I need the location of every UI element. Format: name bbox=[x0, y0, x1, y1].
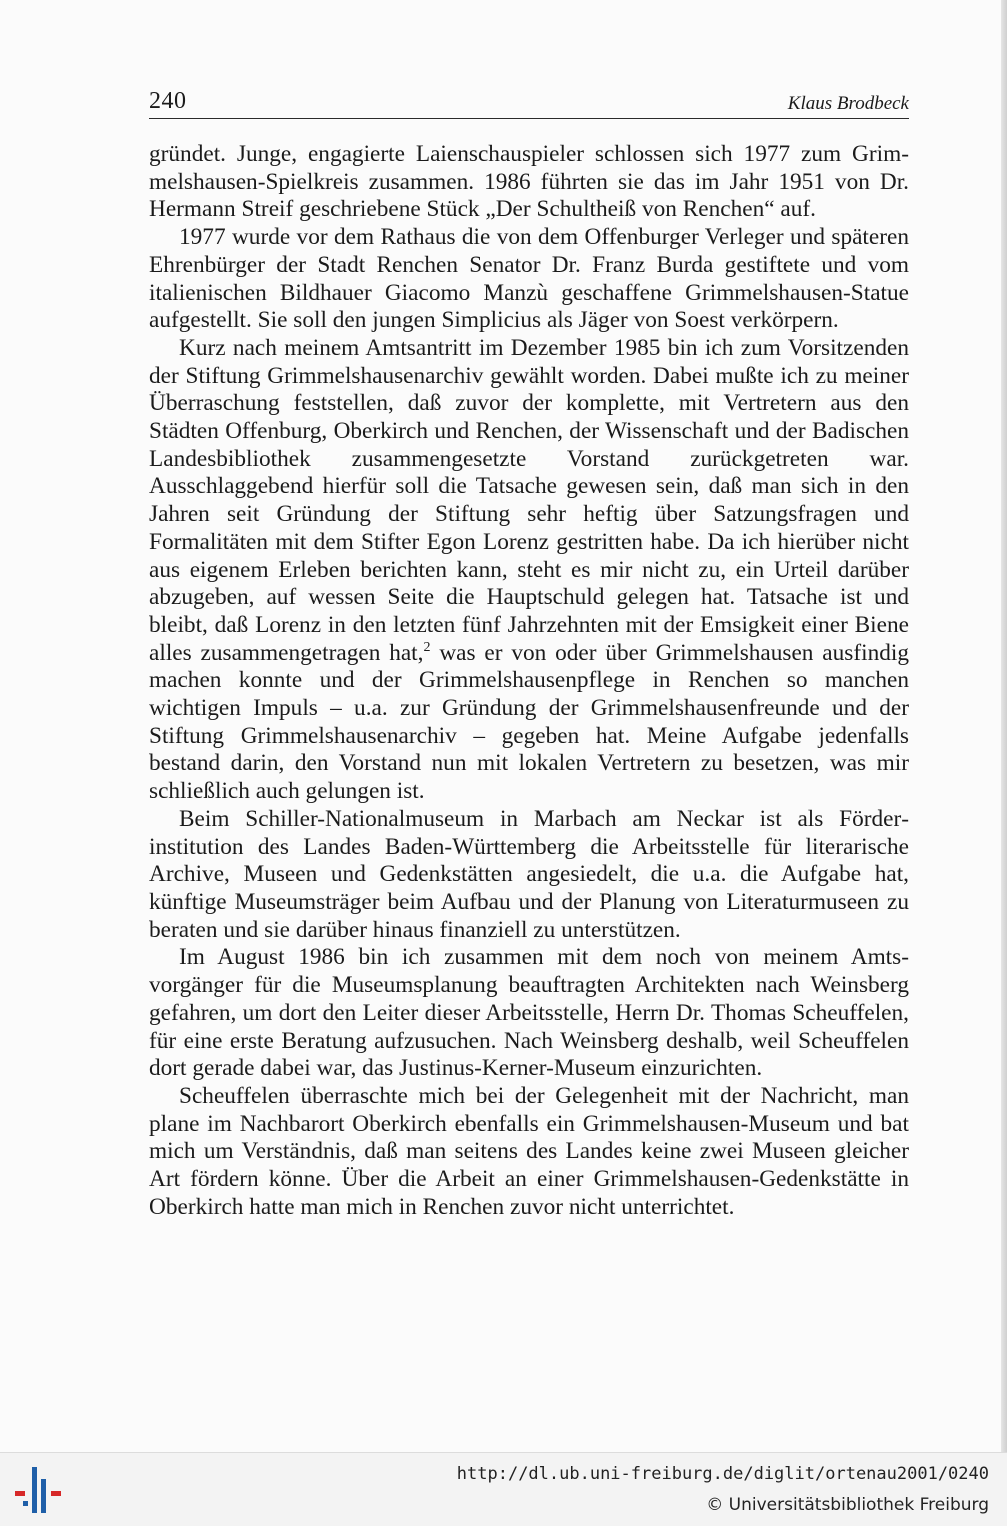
permalink-url[interactable]: http://dl.ub.uni-freiburg.de/diglit/ortenau2001/0240 bbox=[456, 1464, 989, 1484]
copyright-notice: © Universitätsbibliothek Freiburg bbox=[706, 1495, 989, 1515]
running-header bbox=[149, 86, 909, 119]
paragraph: 1977 wurde vor dem Rathaus die von dem Offenburger Verleger und späteren Ehrenbürger der Stadt Renchen Senator Dr. Franz Burda gestiftete und vom italienischen Bildhauer Giacomo Manzù geschaffene Grimmelshausen-Statue aufgestellt. Sie soll den jungen Simplicius als Jäger von Soest verkörpern. bbox=[149, 224, 909, 334]
viewer-footer bbox=[0, 1452, 1007, 1526]
paragraph-text: Kurz nach meinem Amtsantritt im Dezember 1985 bin ich zum Vorsitzenden der Stiftung Grimmelshausenarchiv gewählt worden. Dabei mußte ich zu meiner Überraschung feststellen, daß zuvor der komplette, mit Vertretern aus den Städten Offenburg, Oberkirch und Renchen, der Wissenschaft und der Badischen Landesbibliothek zusammengesetzte Vorstand zurückgetreten war. Ausschlaggebend hierfür soll die Tatsache gewesen sein, daß man sich in den Jahren seit Gründung der Stiftung sehr heftig über Satzungsfragen und Formalitäten mit dem Stifter Egon Lorenz gestritten habe. Da ich hierüber nicht aus eigenem Erleben berichten kann, steht es mir nicht zu, ein Urteil darüber abzugeben, auf wessen Seite die Hauptschuld gelegen hat. Tatsache ist und bleibt, daß Lorenz in den letzten fünf Jahrzehnten mit der Emsigkeit einer Biene alles zusammengetragen hat, bbox=[149, 334, 909, 666]
footnote-reference: 2 bbox=[423, 639, 431, 655]
body-text bbox=[149, 141, 909, 1221]
paragraph-text-continued: was er von oder über Grimmelshausen ausfindig machen konnte und der Grimmelshausenpflege in Renchen so manchen wichtigen Impuls – u.a. zur Gründung der Grimmelshausenfreunde und der Stiftung Grimmelshausenarchiv – gegeben hat. Meine Aufgabe jedenfalls bestand darin, den Vorstand nun mit lokalen Vertretern zu besetzen, was mir schließlich auch gelungen ist. bbox=[149, 639, 909, 805]
paragraph: Beim Schiller-Nationalmuseum in Marbach am Neckar ist als Förderinstitution des Landes Baden-Württemberg die Arbeitsstelle für literarische Archive, Museen und Gedenkstätten angesiedelt, die u.a. die Aufgabe hat, künftige Museumsträger beim Aufbau und der Planung von Literaturmuseen zu beraten und sie darüber hinaus finanziell zu unterstützen. bbox=[149, 805, 909, 943]
paragraph: gründet. Junge, engagierte Laienschauspieler schlossen sich 1977 zum Grimmelshausen-Spielkreis zusammen. 1986 führten sie das im Jahr 1951 von Dr. Hermann Streif geschriebene Stück „Der Schultheiß von Renchen“ auf. bbox=[149, 141, 909, 223]
page-number: 240 bbox=[149, 88, 187, 114]
running-head-author: Klaus Brodbeck bbox=[787, 93, 909, 114]
library-logo-icon bbox=[12, 1465, 64, 1515]
paragraph: Scheuffelen überraschte mich bei der Gelegenheit mit der Nachricht, man plane im Nachbarort Oberkirch ebenfalls ein Grimmelshausen-Museum und bat mich um Verständnis, daß man seitens des Landes keine zwei Museen gleicher Art fördern könne. Über die Arbeit an einer Grimmelshausen-Gedenkstätte in Oberkirch hatte man mich in Renchen zuvor nicht unterrichtet. bbox=[149, 1082, 909, 1220]
paragraph: Im August 1986 bin ich zusammen mit dem noch von meinem Amtsvorgänger für die Museumsplanung beauftragten Architekten nach Weinsberg gefahren, um dort den Leiter dieser Arbeitsstelle, Herrn Dr. Thomas Scheuffelen, für eine erste Beratung aufzusuchen. Nach Weinsberg deshalb, weil Scheuffelen dort gerade dabei war, das Justinus-Kerner-Museum einzurichten. bbox=[149, 944, 909, 1082]
page-edge-shadow bbox=[1001, 0, 1007, 1452]
paragraph bbox=[149, 335, 909, 806]
